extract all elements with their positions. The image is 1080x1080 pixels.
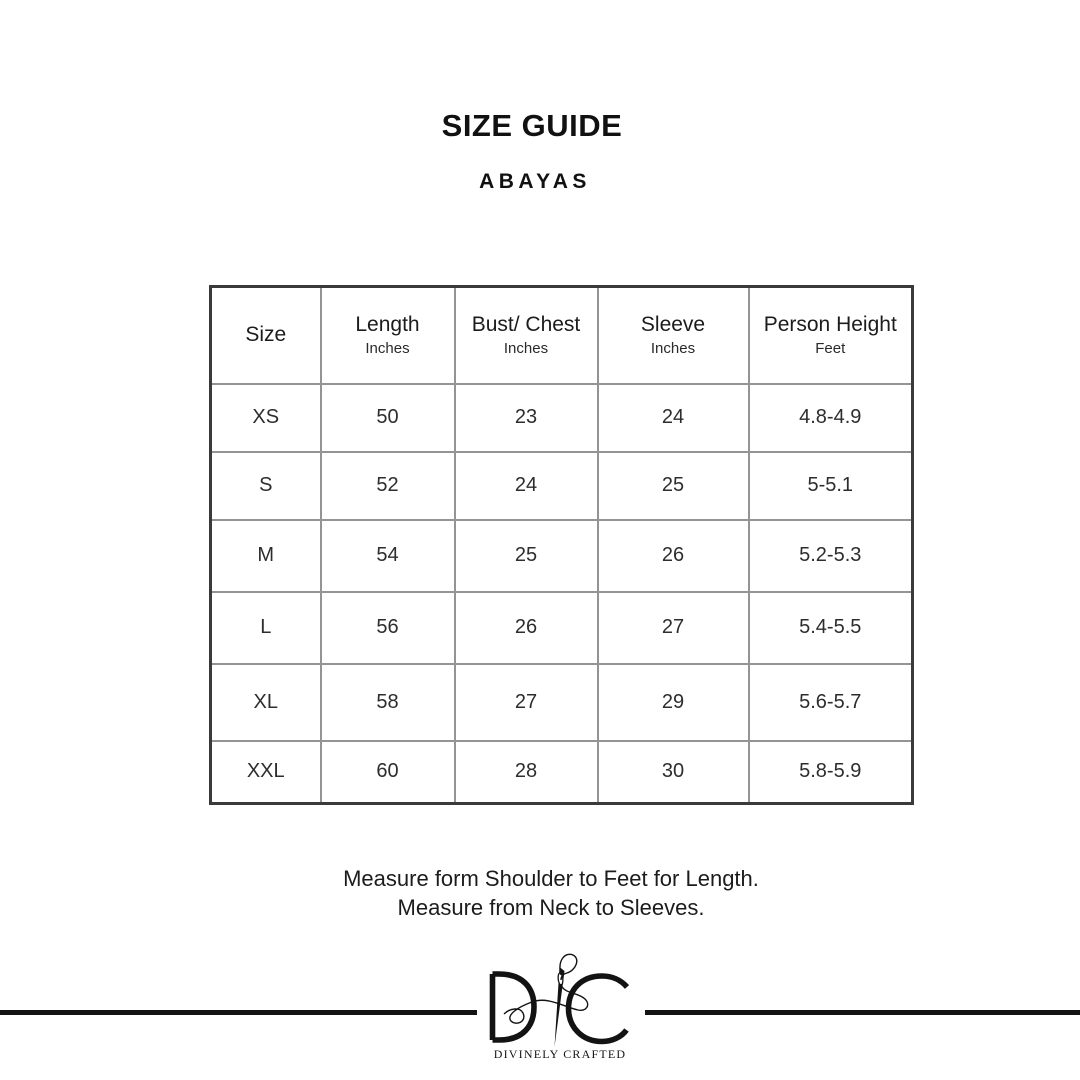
size-cell: XL [211, 664, 321, 741]
size-cell: M [211, 520, 321, 592]
value-cell: 5-5.1 [749, 452, 913, 520]
value-cell: 4.8-4.9 [749, 384, 913, 452]
monogram-letter-d [493, 974, 535, 1040]
value-cell: 26 [455, 592, 598, 664]
value-cell: 58 [321, 664, 455, 741]
size-table-container [209, 285, 914, 805]
value-cell: 5.2-5.3 [749, 520, 913, 592]
value-cell: 5.4-5.5 [749, 592, 913, 664]
size-table-body [211, 384, 913, 804]
size-cell: XXL [211, 741, 321, 804]
table-row [211, 664, 913, 741]
value-cell: 25 [598, 452, 749, 520]
monogram-letter-c [569, 976, 628, 1042]
column-label: Sleeve [640, 313, 706, 337]
divider-line-left [0, 1010, 477, 1015]
column-header-length [321, 287, 455, 384]
page-subtitle: ABAYAS [479, 170, 591, 193]
column-unit-label: Inches [650, 340, 696, 358]
column-unit-label: Feet [815, 340, 846, 358]
value-cell: 56 [321, 592, 455, 664]
column-label: Length [355, 313, 420, 337]
value-cell: 28 [455, 741, 598, 804]
value-cell: 26 [598, 520, 749, 592]
monogram-letter-c-text [0, 0, 1, 1]
column-label: Person Height [763, 313, 897, 337]
size-table-header [211, 287, 913, 384]
value-cell: 5.8-5.9 [749, 741, 913, 804]
table-row [211, 452, 913, 520]
value-cell: 54 [321, 520, 455, 592]
value-cell: 52 [321, 452, 455, 520]
size-cell: XS [211, 384, 321, 452]
value-cell: 25 [455, 520, 598, 592]
size-table [209, 285, 914, 805]
header-row [211, 287, 913, 384]
size-cell: L [211, 592, 321, 664]
column-unit-label: Inches [503, 340, 549, 358]
value-cell: 5.6-5.7 [749, 664, 913, 741]
value-cell: 27 [455, 664, 598, 741]
value-cell: 30 [598, 741, 749, 804]
measurement-note-line: Measure from Neck to Sleeves. [397, 895, 705, 920]
table-row [211, 592, 913, 664]
measurement-notes [22, 864, 1080, 922]
value-cell: 60 [321, 741, 455, 804]
value-cell: 29 [598, 664, 749, 741]
value-cell: 23 [455, 384, 598, 452]
value-cell: 50 [321, 384, 455, 452]
value-cell: 24 [598, 384, 749, 452]
monogram-letter-d-text [0, 0, 1, 1]
table-row [211, 741, 913, 804]
table-row [211, 384, 913, 452]
measurement-note-line: Measure form Shoulder to Feet for Length. [343, 866, 759, 891]
column-header-size [211, 287, 321, 384]
column-label: Size [245, 323, 287, 347]
value-cell: 27 [598, 592, 749, 664]
size-cell: S [211, 452, 321, 520]
value-cell: 24 [455, 452, 598, 520]
column-header-sleeve [598, 287, 749, 384]
column-unit-label: Inches [365, 340, 410, 358]
column-header-bust-chest [455, 287, 598, 384]
divider-line-right [645, 1010, 1080, 1015]
table-row [211, 520, 913, 592]
column-header-person-height [749, 287, 913, 384]
column-label: Bust/ Chest [471, 313, 581, 337]
page-title: SIZE GUIDE [441, 108, 623, 143]
brand-name: DIVINELY CRAFTED [493, 1047, 627, 1061]
